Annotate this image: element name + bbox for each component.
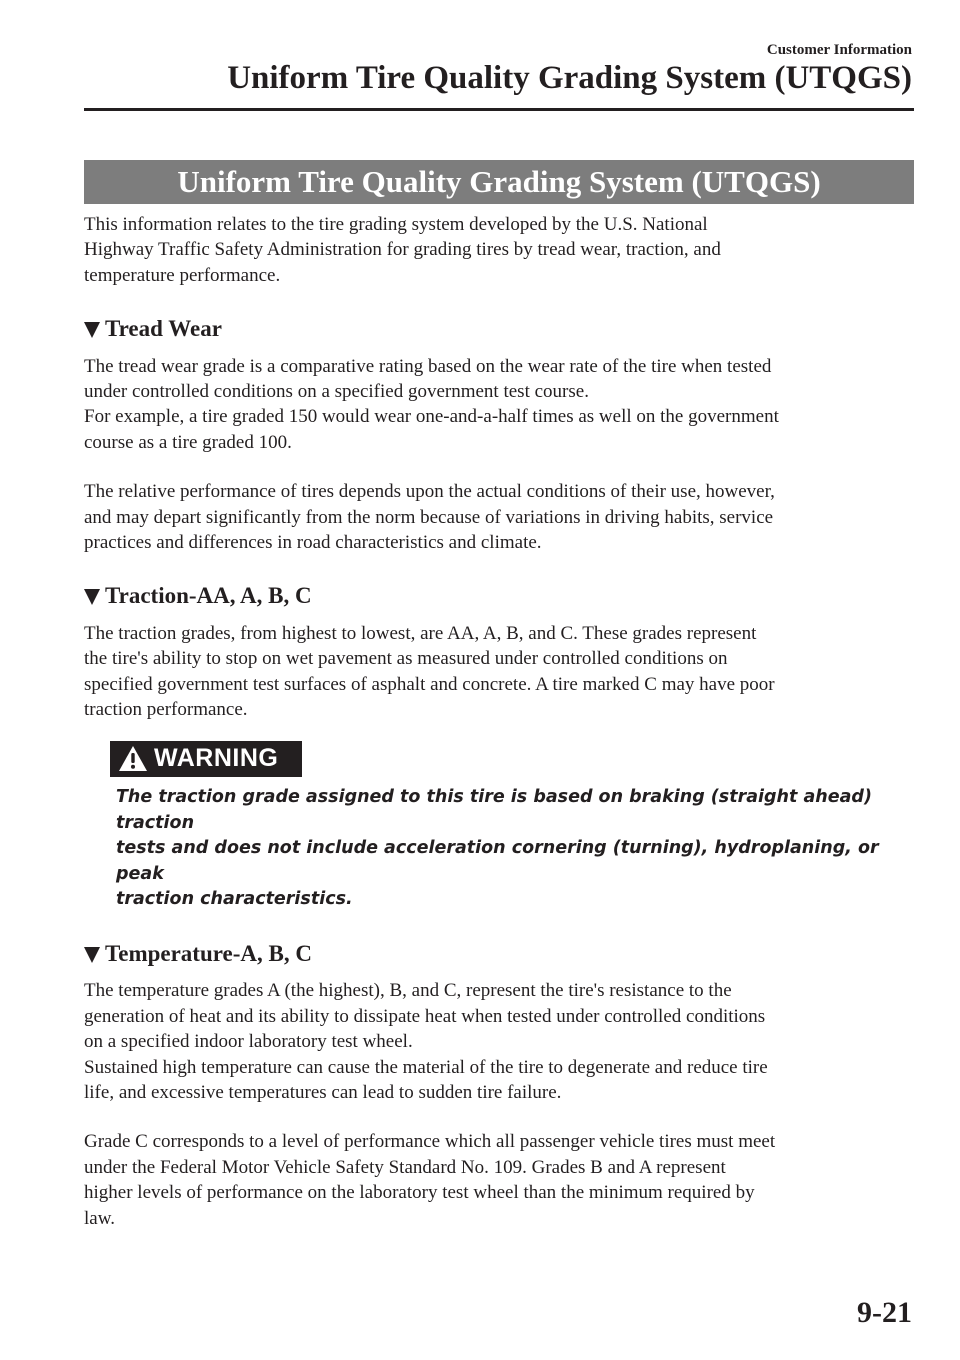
text-line: law. (84, 1207, 115, 1229)
heading-label: Temperature-A, B, C (105, 940, 312, 966)
running-header-section: Customer Information (766, 42, 912, 58)
running-header-title: Uniform Tire Quality Grading System (UTQGS) (227, 60, 912, 96)
text-line: This information relates to the tire grading system developed by the U.S. National (84, 214, 708, 235)
traction-heading (84, 583, 914, 608)
text-line: traction characteristics. (116, 889, 353, 910)
text-line: practices and differences in road characteristics and climate. (84, 532, 542, 554)
text-line: and may depart significantly from the norm because of variations in driving habits, service (84, 506, 774, 528)
text-line: The tread wear grade is a comparative rating based on the wear rate of the tire when tested (84, 355, 772, 377)
text-line: specified government test surfaces of asphalt and concrete. A tire marked C may have poor (84, 673, 775, 695)
text-line: life, and excessive temperatures can lead to sudden tire failure. (84, 1081, 562, 1103)
text-line: higher levels of performance on the laboratory test wheel than the minimum required by (84, 1182, 755, 1204)
page-content (84, 212, 914, 1231)
text-line: under controlled conditions on a specified government test course. (84, 381, 589, 403)
text-line: Grade C corresponds to a level of performance which all passenger vehicle tires must meet (84, 1131, 776, 1153)
warning-label: WARNING (154, 743, 279, 772)
text-line: tests and does not include acceleration cornering (turning), hydroplaning, or peak (116, 838, 879, 884)
text-line: The temperature grades A (the highest), B, and C, represent the tire's resistance to the (84, 980, 732, 1002)
text-line: temperature performance. (84, 264, 281, 286)
triangle-bullet-icon (84, 322, 100, 338)
intro-paragraph (84, 212, 914, 288)
text-line: on a specified indoor laboratory test wheel. (84, 1031, 413, 1053)
warning-icon (118, 745, 148, 772)
text-line: generation of heat and its ability to dissipate heat when tested under controlled conditions (84, 1005, 766, 1027)
text-line: For example, a tire graded 150 would wear one-and-a-half times as well on the government (84, 406, 779, 428)
text-line: The relative performance of tires depends upon the actual conditions of their use, however, (84, 481, 775, 503)
warning-text (116, 785, 914, 913)
text-line: the tire's ability to stop on wet pavement as measured under controlled conditions on (84, 648, 728, 670)
text-line: traction performance. (84, 699, 248, 721)
heading-label: Tread Wear (105, 316, 222, 342)
text-line: Highway Traffic Safety Administration for grading tires by tread wear, traction, and (84, 239, 721, 261)
heading-label: Traction-AA, A, B, C (105, 583, 312, 609)
tread-wear-paragraph-1 (84, 354, 914, 456)
tread-wear-paragraph-2 (84, 479, 914, 555)
header-divider (84, 108, 914, 111)
triangle-bullet-icon (84, 589, 100, 605)
triangle-bullet-icon (84, 947, 100, 963)
tread-wear-heading (84, 316, 914, 341)
temperature-paragraph-2 (84, 1129, 914, 1231)
text-line: The traction grades, from highest to lowest, are AA, A, B, and C. These grades represent (84, 622, 757, 644)
traction-paragraph-1 (84, 621, 914, 723)
section-title-bar: Uniform Tire Quality Grading System (UTQGS) (84, 160, 914, 204)
page-number: 9-21 (857, 1296, 912, 1329)
warning-banner (110, 741, 302, 777)
text-line: The traction grade assigned to this tire is based on braking (straight ahead) traction (116, 787, 872, 833)
temperature-heading (84, 941, 914, 966)
temperature-paragraph-1 (84, 978, 914, 1105)
text-line: course as a tire graded 100. (84, 431, 292, 453)
text-line: under the Federal Motor Vehicle Safety Standard No. 109. Grades B and A represent (84, 1156, 726, 1178)
text-line: Sustained high temperature can cause the material of the tire to degenerate and reduce tire (84, 1056, 768, 1078)
